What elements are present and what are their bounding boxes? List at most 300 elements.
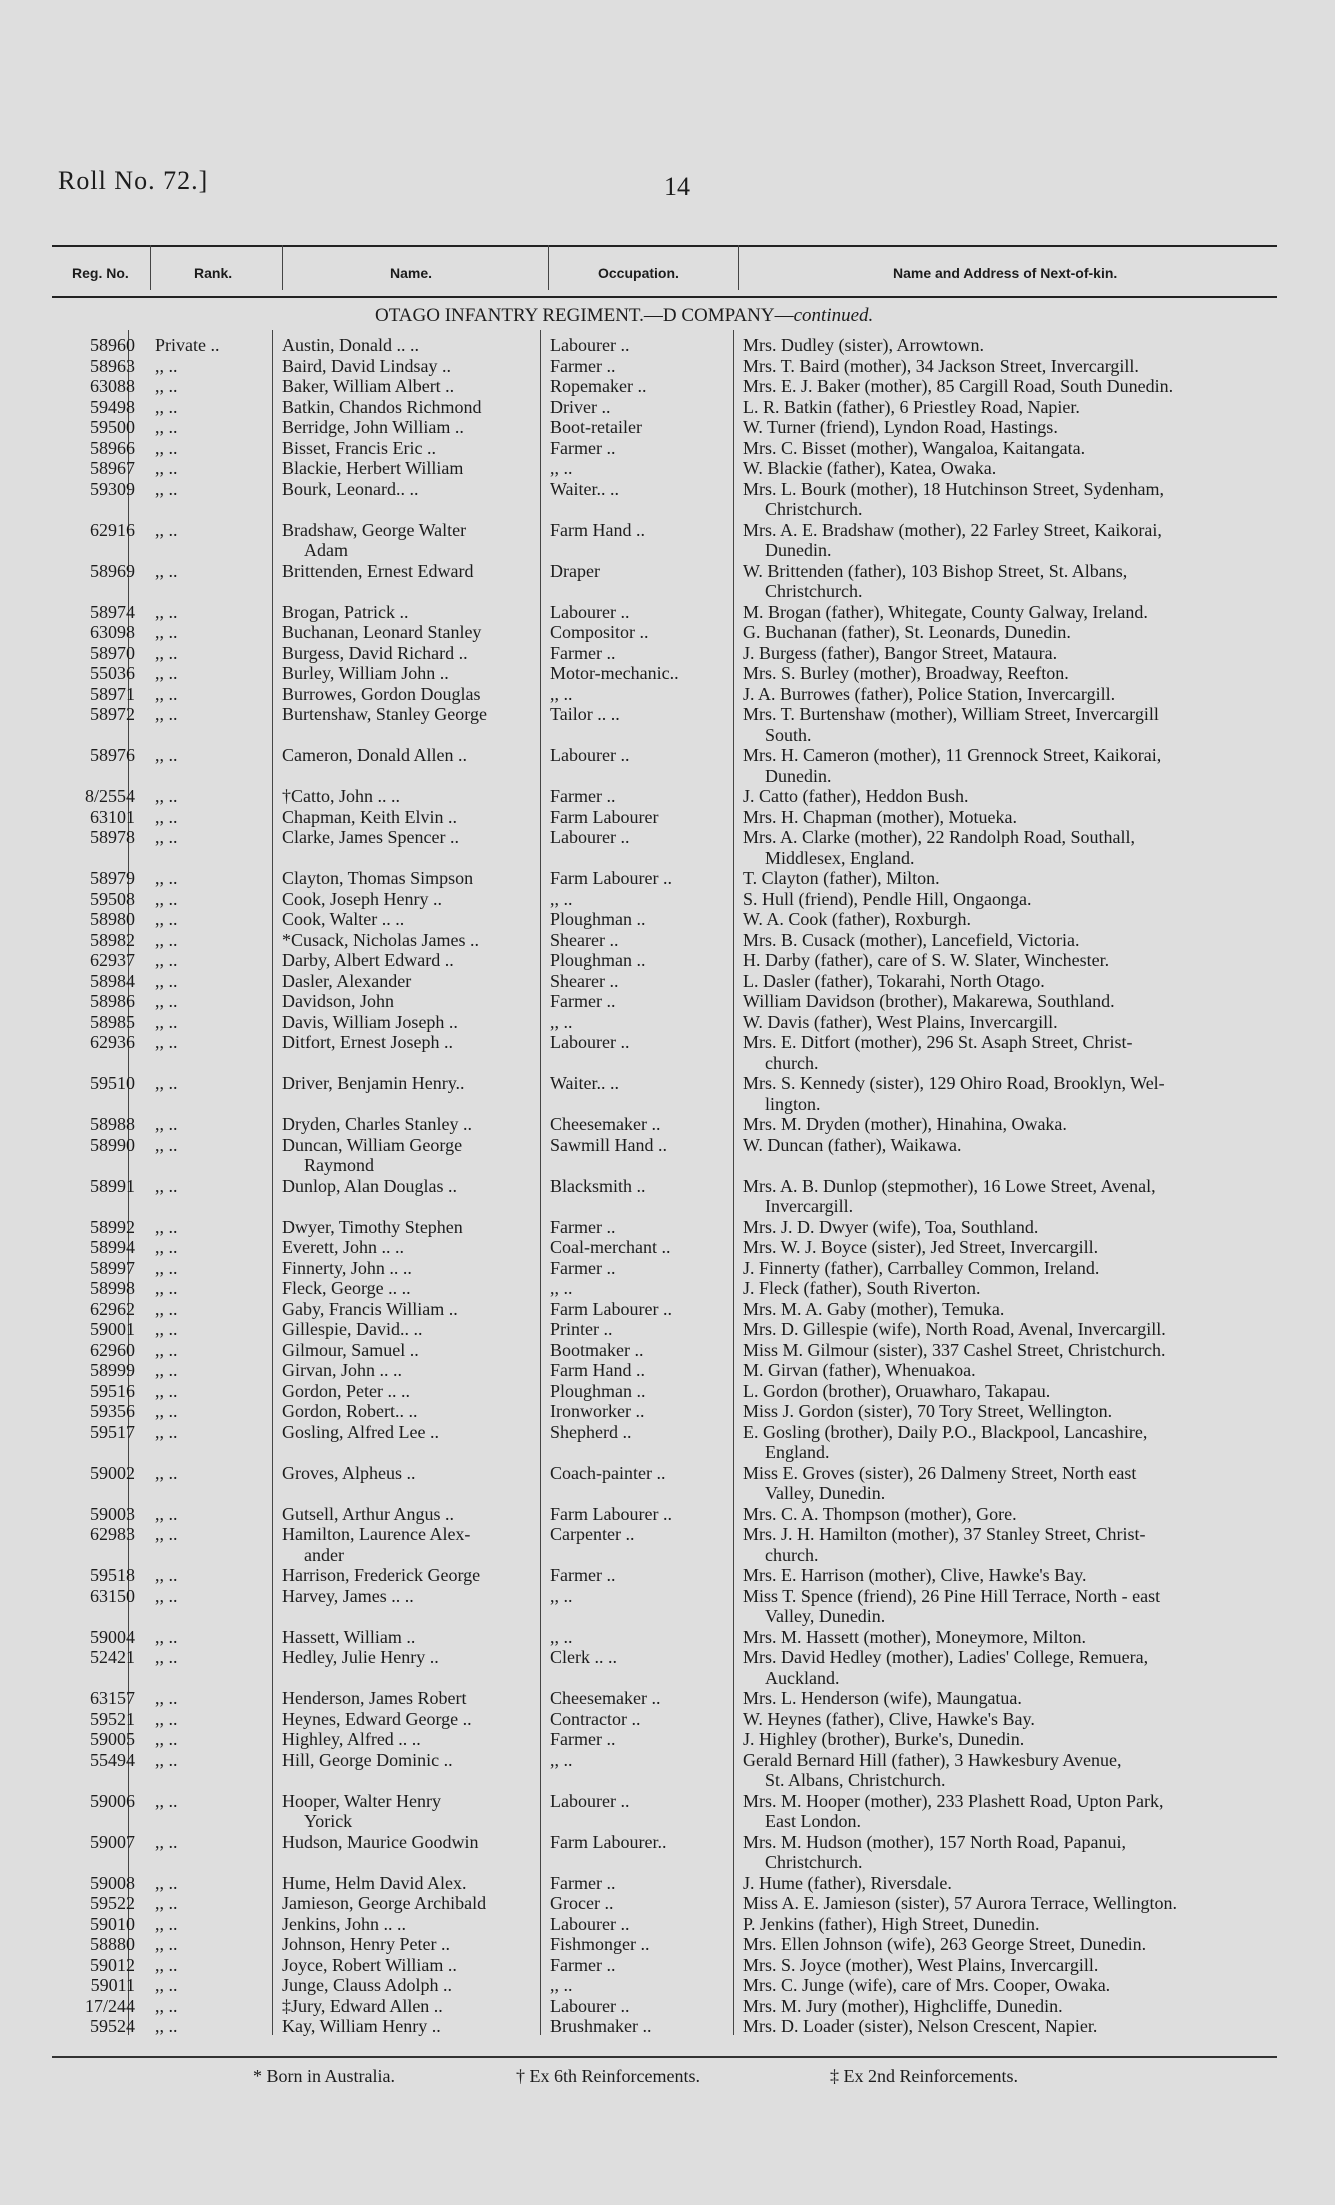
occupation: ,, .. [550, 1585, 573, 1606]
rank: ,, .. [155, 1975, 178, 1995]
reg-no: 58990 [90, 1134, 135, 1155]
soldier-name: Burtenshaw, Stanley George [282, 704, 487, 724]
occupation: Blacksmith .. [550, 1175, 646, 1196]
soldier-name: Hassett, William .. [282, 1626, 416, 1647]
soldier-name: Harvey, James .. .. [282, 1585, 414, 1606]
reg-no: 58988 [90, 1114, 135, 1134]
column-divider [548, 245, 549, 290]
soldier-name: Gordon, Robert.. .. [282, 1401, 418, 1421]
reg-no: 59309 [90, 478, 135, 499]
occupation: Grocer .. [550, 1893, 614, 1913]
occupation: Tailor .. .. [550, 704, 620, 724]
soldier-name: Hudson, Maurice Goodwin [282, 1831, 479, 1852]
next-of-kin: H. Darby (father), care of S. W. Slater, Winchester. [743, 950, 1110, 970]
next-of-kin: Mrs. T. Burtenshaw (mother), William Street, Invercargill [743, 704, 1159, 724]
rank: ,, .. [155, 1565, 178, 1585]
next-of-kin: S. Hull (friend), Pendle Hill, Ongaonga. [743, 888, 1032, 909]
next-of-kin: Mrs. D. Loader (sister), Nelson Crescent, Napier. [743, 2016, 1098, 2036]
next-of-kin-continued: England. [765, 1442, 830, 1462]
next-of-kin: T. Clayton (father), Milton. [743, 868, 940, 888]
next-of-kin: Mrs. C. A. Thompson (mother), Gore. [743, 1503, 1017, 1524]
header-occupation: Occupation. [598, 265, 679, 281]
next-of-kin: J. Fleck (father), South Riverton. [743, 1278, 981, 1298]
footnote-ex-6th: † Ex 6th Reinforcements. [516, 2066, 700, 2086]
footnote-ex-2nd: ‡ Ex 2nd Reinforcements. [830, 2066, 1018, 2086]
rank: ,, .. [155, 909, 178, 929]
reg-no: 59517 [90, 1421, 135, 1442]
rank: ,, .. [155, 868, 178, 888]
rank: ,, .. [155, 1319, 178, 1339]
rank: ,, .. [155, 560, 178, 581]
occupation: ,, .. [550, 1278, 573, 1298]
soldier-name: Finnerty, John .. .. [282, 1257, 412, 1278]
next-of-kin: J. Burgess (father), Bangor Street, Mataura. [743, 642, 1058, 663]
reg-no: 62983 [90, 1524, 135, 1544]
occupation: Farm Labourer .. [550, 1503, 672, 1524]
rank: ,, .. [155, 929, 178, 950]
reg-no: 58980 [90, 909, 135, 929]
occupation: Farmer .. [550, 1216, 616, 1237]
reg-no: 59003 [90, 1503, 135, 1524]
next-of-kin: Mrs. Ellen Johnson (wife), 263 George Street, Dunedin. [743, 1934, 1147, 1954]
occupation: Waiter.. .. [550, 1073, 620, 1093]
footnote-born-australia: * Born in Australia. [253, 2066, 395, 2086]
rank: ,, .. [155, 1401, 178, 1421]
rank: ,, .. [155, 2016, 178, 2036]
next-of-kin-continued: St. Albans, Christchurch. [765, 1770, 946, 1790]
next-of-kin: W. Duncan (father), Waikawa. [743, 1134, 962, 1155]
soldier-name: Baird, David Lindsay .. [282, 355, 451, 376]
column-divider [272, 330, 273, 2035]
soldier-name: Gillespie, David.. .. [282, 1319, 423, 1339]
occupation: Clerk .. .. [550, 1647, 617, 1667]
rank: ,, .. [155, 1360, 178, 1380]
occupation: Bootmaker .. [550, 1339, 644, 1360]
rank: ,, .. [155, 1421, 178, 1442]
reg-no: 58997 [90, 1257, 135, 1278]
section-continued: continued. [793, 305, 874, 326]
header-reg-no: Reg. No. [72, 265, 129, 281]
next-of-kin: Mrs. B. Cusack (mother), Lancefield, Victoria. [743, 929, 1080, 950]
soldier-name: Gilmour, Samuel .. [282, 1339, 419, 1360]
soldier-name: Fleck, George .. .. [282, 1278, 411, 1298]
reg-no: 59500 [90, 417, 135, 437]
rank: ,, .. [155, 806, 178, 827]
soldier-name: Gutsell, Arthur Angus .. [282, 1503, 455, 1524]
occupation: Fishmonger .. [550, 1934, 650, 1954]
next-of-kin-continued: Valley, Dunedin. [765, 1483, 886, 1503]
occupation: Labourer .. [550, 1995, 630, 2016]
rank: ,, .. [155, 991, 178, 1011]
occupation: Labourer .. [550, 1913, 630, 1934]
reg-no: 58982 [90, 929, 135, 950]
next-of-kin: Miss A. E. Jamieson (sister), 57 Aurora Terrace, Wellington. [743, 1893, 1178, 1913]
soldier-name: Bradshaw, George Walter [282, 519, 467, 540]
next-of-kin: W. Davis (father), West Plains, Invercargill. [743, 1011, 1058, 1032]
next-of-kin-continued: Dunedin. [765, 765, 832, 786]
rank: ,, .. [155, 1216, 178, 1237]
soldier-name-continued: Adam [304, 540, 348, 560]
occupation: Farmer .. [550, 1257, 616, 1278]
rank: ,, .. [155, 1032, 178, 1052]
rank: ,, .. [155, 1114, 178, 1134]
next-of-kin-continued: Dunedin. [765, 540, 832, 560]
occupation: Boot-retailer [550, 417, 642, 437]
next-of-kin: Mrs. M. Hassett (mother), Moneymore, Milton. [743, 1626, 1086, 1647]
rank: ,, .. [155, 1708, 178, 1729]
occupation: Farm Hand .. [550, 519, 645, 540]
occupation: Ploughman .. [550, 1380, 646, 1401]
next-of-kin: J. Catto (father), Heddon Bush. [743, 786, 969, 806]
roll-title: Roll No. 72.] [58, 166, 209, 195]
next-of-kin: Mrs. A. B. Dunlop (stepmother), 16 Lowe Street, Avenal, [743, 1175, 1156, 1196]
next-of-kin: Mrs. L. Bourk (mother), 18 Hutchinson Street, Sydenham, [743, 478, 1164, 499]
next-of-kin: Mrs. A. Clarke (mother), 22 Randolph Road, Southall, [743, 827, 1135, 847]
section-title-text: OTAGO INFANTRY REGIMENT.—D COMPANY— [375, 305, 794, 326]
occupation: Coach-painter .. [550, 1462, 666, 1483]
rank: ,, .. [155, 1749, 178, 1770]
occupation: Farm Hand .. [550, 1360, 645, 1380]
next-of-kin: Mrs. J. H. Hamilton (mother), 37 Stanley Street, Christ- [743, 1524, 1146, 1544]
reg-no: 62960 [90, 1339, 135, 1360]
soldier-name: Gosling, Alfred Lee .. [282, 1421, 439, 1442]
next-of-kin: Miss E. Groves (sister), 26 Dalmeny Street, North east [743, 1462, 1137, 1483]
rank: ,, .. [155, 827, 178, 847]
next-of-kin-continued: church. [765, 1052, 819, 1073]
reg-no: 62937 [90, 950, 135, 970]
reg-no: 59508 [90, 888, 135, 909]
occupation: Labourer .. [550, 745, 630, 765]
next-of-kin: Mrs. J. D. Dwyer (wife), Toa, Southland. [743, 1216, 1039, 1237]
soldier-name: Johnson, Henry Peter .. [282, 1934, 450, 1954]
occupation: Shepherd .. [550, 1421, 632, 1442]
occupation: Sawmill Hand .. [550, 1134, 667, 1155]
rank: ,, .. [155, 1688, 178, 1708]
soldier-name: Burgess, David Richard .. [282, 642, 468, 663]
reg-no: 58970 [90, 642, 135, 663]
reg-no: 58979 [90, 868, 135, 888]
rank: ,, .. [155, 1729, 178, 1749]
occupation: Waiter.. .. [550, 478, 620, 499]
occupation: Farmer .. [550, 437, 616, 458]
occupation: Contractor .. [550, 1708, 641, 1729]
rank: ,, .. [155, 1339, 178, 1360]
occupation: ,, .. [550, 1975, 573, 1995]
next-of-kin-continued: South. [765, 724, 812, 745]
next-of-kin: William Davidson (brother), Makarewa, Southland. [743, 991, 1115, 1011]
reg-no: 63150 [90, 1585, 135, 1606]
rank: ,, .. [155, 1134, 178, 1155]
reg-no: 59008 [90, 1872, 135, 1893]
reg-no: 59011 [90, 1975, 135, 1995]
reg-no: 59005 [90, 1729, 135, 1749]
header-name: Name. [390, 265, 433, 281]
rank: ,, .. [155, 1585, 178, 1606]
next-of-kin: Mrs. T. Baird (mother), 34 Jackson Street, Invercargill. [743, 355, 1139, 376]
occupation: Compositor .. [550, 622, 649, 642]
next-of-kin: Mrs. A. E. Bradshaw (mother), 22 Farley Street, Kaikorai, [743, 519, 1162, 540]
rank: ,, .. [155, 1380, 178, 1401]
occupation: Labourer .. [550, 827, 630, 847]
next-of-kin-continued: Valley, Dunedin. [765, 1606, 886, 1626]
occupation: Farmer .. [550, 1954, 616, 1975]
rank: ,, .. [155, 1647, 178, 1667]
soldier-name: Davidson, John [282, 991, 394, 1011]
reg-no: 58978 [90, 827, 135, 847]
rank: ,, .. [155, 1011, 178, 1032]
soldier-name: Batkin, Chandos Richmond [282, 396, 482, 417]
reg-no: 58966 [90, 437, 135, 458]
reg-no: 62936 [90, 1032, 135, 1052]
soldier-name: Clayton, Thomas Simpson [282, 868, 474, 888]
reg-no: 63101 [90, 806, 135, 827]
header-top-rule [52, 245, 1277, 247]
reg-no: 58963 [90, 355, 135, 376]
next-of-kin: L. Gordon (brother), Oruawharo, Takapau. [743, 1380, 1051, 1401]
reg-no: 52421 [90, 1647, 135, 1667]
reg-no: 59510 [90, 1073, 135, 1093]
next-of-kin-continued: Christchurch. [765, 1852, 863, 1872]
soldier-name: Dasler, Alexander [282, 970, 412, 991]
reg-no: 58998 [90, 1278, 135, 1298]
occupation: Brushmaker .. [550, 2016, 652, 2036]
rank: ,, .. [155, 376, 178, 396]
rank: ,, .. [155, 1524, 178, 1544]
rank: ,, .. [155, 642, 178, 663]
reg-no: 55494 [90, 1749, 135, 1770]
next-of-kin: Mrs. M. Jury (mother), Highcliffe, Dunedin. [743, 1995, 1063, 2016]
next-of-kin: Gerald Bernard Hill (father), 3 Hawkesbury Avenue, [743, 1749, 1122, 1770]
rank: ,, .. [155, 1995, 178, 2016]
header-bottom-rule [52, 296, 1277, 298]
next-of-kin: Miss T. Spence (friend), 26 Pine Hill Terrace, North - east [743, 1585, 1161, 1606]
soldier-name: Burrowes, Gordon Douglas [282, 683, 481, 704]
next-of-kin-continued: Christchurch. [765, 499, 863, 519]
rank: ,, .. [155, 704, 178, 724]
next-of-kin: E. Gosling (brother), Daily P.O., Blackpool, Lancashire, [743, 1421, 1148, 1442]
rank: ,, .. [155, 683, 178, 704]
column-divider [282, 245, 283, 290]
rank: ,, .. [155, 622, 178, 642]
reg-no: 17/244 [84, 1995, 135, 2016]
soldier-name: Berridge, John William .. [282, 417, 464, 437]
reg-no: 58960 [90, 335, 135, 355]
occupation: Farmer .. [550, 642, 616, 663]
soldier-name: Gordon, Peter .. .. [282, 1380, 410, 1401]
occupation: ,, .. [550, 458, 573, 478]
rank: ,, .. [155, 396, 178, 417]
reg-no: 63098 [90, 622, 135, 642]
occupation: Ironworker .. [550, 1401, 645, 1421]
soldier-name-continued: Raymond [304, 1155, 374, 1175]
reg-no: 59004 [90, 1626, 135, 1647]
occupation: ,, .. [550, 1749, 573, 1770]
next-of-kin: Miss J. Gordon (sister), 70 Tory Street, Wellington. [743, 1401, 1113, 1421]
reg-no: 59524 [90, 2016, 135, 2036]
occupation: ,, .. [550, 1011, 573, 1032]
next-of-kin: J. Finnerty (father), Carrballey Common, Ireland. [743, 1257, 1100, 1278]
soldier-name: Jenkins, John .. .. [282, 1913, 407, 1934]
next-of-kin: M. Brogan (father), Whitegate, County Galway, Ireland. [743, 601, 1148, 622]
occupation: Shearer .. [550, 970, 619, 991]
occupation: Labourer .. [550, 601, 630, 622]
soldier-name: Hume, Helm David Alex. [282, 1872, 467, 1893]
reg-no: 59012 [90, 1954, 135, 1975]
occupation: Farmer .. [550, 355, 616, 376]
next-of-kin: Mrs. D. Gillespie (wife), North Road, Avenal, Invercargill. [743, 1319, 1166, 1339]
rank: ,, .. [155, 1790, 178, 1811]
soldier-name: Baker, William Albert .. [282, 376, 455, 396]
reg-no: 59010 [90, 1913, 135, 1934]
rank: ,, .. [155, 417, 178, 437]
reg-no: 59521 [90, 1708, 135, 1729]
reg-no: 58986 [90, 991, 135, 1011]
soldier-name: ‡Jury, Edward Allen .. [282, 1995, 443, 2016]
next-of-kin: J. Highley (brother), Burke's, Dunedin. [743, 1729, 1025, 1749]
reg-no: 59516 [90, 1380, 135, 1401]
next-of-kin: Mrs. E. J. Baker (mother), 85 Cargill Road, South Dunedin. [743, 376, 1174, 396]
next-of-kin: Mrs. L. Henderson (wife), Maungatua. [743, 1688, 1022, 1708]
rank: ,, .. [155, 1831, 178, 1852]
soldier-name: Highley, Alfred .. .. [282, 1729, 421, 1749]
soldier-name: Henderson, James Robert [282, 1688, 467, 1708]
next-of-kin: Mrs. H. Cameron (mother), 11 Grennock Street, Kaikorai, [743, 745, 1162, 765]
rank: ,, .. [155, 1175, 178, 1196]
rank: ,, .. [155, 437, 178, 458]
column-divider [738, 245, 739, 290]
soldier-name-continued: Yorick [304, 1811, 353, 1831]
occupation: Printer .. [550, 1319, 613, 1339]
soldier-name: Buchanan, Leonard Stanley [282, 622, 482, 642]
soldier-name: Dwyer, Timothy Stephen [282, 1216, 463, 1237]
soldier-name: Chapman, Keith Elvin .. [282, 806, 457, 827]
reg-no: 58992 [90, 1216, 135, 1237]
occupation: Driver .. [550, 396, 611, 417]
rank: ,, .. [155, 663, 178, 683]
occupation: Cheesemaker .. [550, 1688, 661, 1708]
reg-no: 8/2554 [84, 786, 135, 806]
reg-no: 59522 [90, 1893, 135, 1913]
soldier-name: Dryden, Charles Stanley .. [282, 1114, 472, 1134]
soldier-name: Davis, William Joseph .. [282, 1011, 458, 1032]
rank: ,, .. [155, 950, 178, 970]
next-of-kin: W. Heynes (father), Clive, Hawke's Bay. [743, 1708, 1035, 1729]
soldier-name: Kay, William Henry .. [282, 2016, 441, 2036]
next-of-kin: Mrs. S. Burley (mother), Broadway, Reefton. [743, 663, 1069, 683]
occupation: Farm Labourer .. [550, 868, 672, 888]
occupation: Farmer .. [550, 1872, 616, 1893]
next-of-kin: Mrs. E. Ditfort (mother), 296 St. Asaph Street, Christ- [743, 1032, 1133, 1052]
next-of-kin: Mrs. M. Hudson (mother), 157 North Road, Papanui, [743, 1831, 1126, 1852]
next-of-kin: Mrs. M. Hooper (mother), 233 Plashett Road, Upton Park, [743, 1790, 1164, 1811]
rank: ,, .. [155, 1298, 178, 1319]
rank: ,, .. [155, 970, 178, 991]
occupation: Farm Labourer .. [550, 1298, 672, 1319]
rank: ,, .. [155, 478, 178, 499]
section-title [375, 305, 873, 327]
footer-rule [52, 2056, 1277, 2058]
reg-no: 58985 [90, 1011, 135, 1032]
next-of-kin: Mrs. S. Joyce (mother), West Plains, Invercargill. [743, 1954, 1099, 1975]
next-of-kin: Mrs. M. A. Gaby (mother), Temuka. [743, 1298, 1005, 1319]
occupation: Shearer .. [550, 929, 619, 950]
reg-no: 58880 [90, 1934, 135, 1954]
soldier-name: Brogan, Patrick .. [282, 601, 409, 622]
rank: ,, .. [155, 1893, 178, 1913]
header-rank: Rank. [194, 265, 233, 281]
next-of-kin: W. Turner (friend), Lyndon Road, Hastings. [743, 417, 1058, 437]
rank: ,, .. [155, 1073, 178, 1093]
soldier-name: Hill, George Dominic .. [282, 1749, 453, 1770]
reg-no: 55036 [90, 663, 135, 683]
soldier-name: Hamilton, Laurence Alex- [282, 1524, 471, 1544]
rank: ,, .. [155, 458, 178, 478]
soldier-name: Bourk, Leonard.. .. [282, 478, 419, 499]
rank: ,, .. [155, 1626, 178, 1647]
occupation: Farm Labourer [550, 806, 659, 827]
occupation: Farmer .. [550, 786, 616, 806]
next-of-kin: J. A. Burrowes (father), Police Station, Invercargill. [743, 683, 1116, 704]
soldier-name: Everett, John .. .. [282, 1237, 404, 1257]
soldier-name: Heynes, Edward George .. [282, 1708, 472, 1729]
reg-no: 59356 [90, 1401, 135, 1421]
occupation: Farmer .. [550, 991, 616, 1011]
reg-no: 58972 [90, 704, 135, 724]
soldier-name: Brittenden, Ernest Edward [282, 560, 474, 581]
rank: ,, .. [155, 1462, 178, 1483]
reg-no: 58969 [90, 560, 135, 581]
soldier-name: Gaby, Francis William .. [282, 1298, 458, 1319]
rank: Private .. [155, 335, 220, 355]
occupation: Coal-merchant .. [550, 1237, 671, 1257]
occupation: Farmer .. [550, 1729, 616, 1749]
next-of-kin: Mrs. C. Junge (wife), care of Mrs. Cooper, Owaka. [743, 1975, 1111, 1995]
rank: ,, .. [155, 1257, 178, 1278]
occupation: Cheesemaker .. [550, 1114, 661, 1134]
column-divider [150, 245, 151, 290]
next-of-kin: W. Brittenden (father), 103 Bishop Street, St. Albans, [743, 560, 1128, 581]
soldier-name: †Catto, John .. .. [282, 786, 401, 806]
reg-no: 59002 [90, 1462, 135, 1483]
occupation: Farm Labourer.. [550, 1831, 667, 1852]
rank: ,, .. [155, 601, 178, 622]
reg-no: 63157 [90, 1688, 135, 1708]
next-of-kin: P. Jenkins (father), High Street, Dunedin. [743, 1913, 1040, 1934]
soldier-name: Bisset, Francis Eric .. [282, 437, 436, 458]
rank: ,, .. [155, 519, 178, 540]
rank: ,, .. [155, 1503, 178, 1524]
occupation: Farmer .. [550, 1565, 616, 1585]
next-of-kin: Mrs. C. Bisset (mother), Wangaloa, Kaitangata. [743, 437, 1086, 458]
soldier-name: Harrison, Frederick George [282, 1565, 481, 1585]
soldier-name: Girvan, John .. .. [282, 1360, 402, 1380]
occupation: Labourer .. [550, 1790, 630, 1811]
reg-no: 59518 [90, 1565, 135, 1585]
next-of-kin: W. Blackie (father), Katea, Owaka. [743, 458, 997, 478]
rank: ,, .. [155, 745, 178, 765]
occupation: ,, .. [550, 683, 573, 704]
next-of-kin-continued: East London. [765, 1811, 861, 1831]
next-of-kin: L. R. Batkin (father), 6 Priestley Road, Napier. [743, 396, 1080, 417]
reg-no: 63088 [90, 376, 135, 396]
occupation: Draper [550, 560, 600, 581]
reg-no: 59001 [90, 1319, 135, 1339]
reg-no: 58994 [90, 1237, 135, 1257]
next-of-kin: Miss M. Gilmour (sister), 337 Cashel Street, Christchurch. [743, 1339, 1166, 1360]
next-of-kin: Mrs. David Hedley (mother), Ladies' College, Remuera, [743, 1647, 1149, 1667]
next-of-kin: M. Girvan (father), Whenuakoa. [743, 1360, 976, 1380]
next-of-kin-continued: church. [765, 1544, 819, 1565]
